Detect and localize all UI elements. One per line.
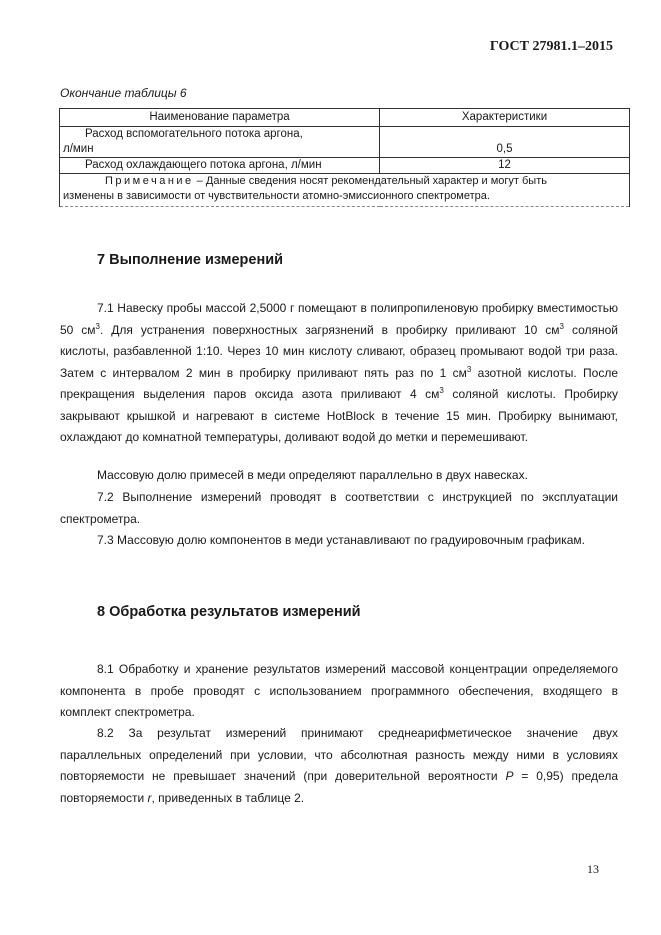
table-cell-value: 12	[380, 158, 630, 174]
header-parameter: Наименование параметра	[60, 109, 380, 127]
text-run: . Для устранения поверхностных загрязнений в пробирку приливают 10 см	[100, 322, 560, 337]
section-7-heading: 7 Выполнение измерений	[97, 252, 284, 268]
table-row	[60, 127, 630, 158]
superscript: 3	[559, 321, 564, 331]
section-8-heading: 8 Обработка результатов измерений	[97, 604, 361, 620]
table-header-row	[60, 109, 630, 127]
paragraph-7-1-b: Массовую долю примесей в меди определяют параллельно в двух навесках.	[97, 468, 528, 482]
paragraph-8-2	[60, 723, 618, 809]
param-line-2: л/мин	[63, 143, 94, 155]
param-line: Расход охлаждающего потока аргона, л/мин	[85, 159, 322, 171]
text-run: 7.1 Навеску пробы массой 2,5000 г помещают в полипропиленовую пробирку вместимостью 50 см	[60, 301, 618, 337]
header-characteristics: Характеристики	[380, 109, 630, 127]
note-text-1: – Данные сведения носят рекомендательный характер и могут быть	[196, 175, 547, 187]
paragraph-7-1	[60, 298, 618, 449]
text-run: соляной кислоты, разбавленной 1:10. Через 10 мин кислоту сливают, образец промывают водой три раза. Затем с интервалом 2 мин в пробирку приливают пять раз по 1 см	[60, 322, 618, 380]
table-cell-param	[60, 158, 380, 174]
text-run: = 0,95) предела повторяемости	[60, 769, 618, 805]
table-row	[60, 158, 630, 174]
table-note	[60, 174, 630, 207]
superscript: 3	[466, 364, 472, 374]
text-run: 8.2 За результат измерений принимают среднеарифметическое значение двух параллельных определений при условии, что абсолютная разность между ними в условиях повторяемости не превышает значений (при доверительной вероятности	[60, 726, 618, 783]
param-line-1: Расход вспомогательного потока аргона,	[85, 128, 303, 140]
text-run: азотной кислоты. После прекращения выделения паров оксида азота приливают 4 см	[60, 365, 618, 401]
page-number: 13	[587, 862, 599, 876]
table-note-row	[60, 174, 630, 207]
note-lead: Примечание	[105, 175, 194, 187]
variable-r: r	[147, 790, 152, 805]
paragraph-7-3: 7.3 Массовую долю компонентов в меди устанавливают по градуировочным графикам.	[97, 533, 585, 547]
parameters-table	[59, 108, 630, 207]
paragraph-7-2: 7.2 Выполнение измерений проводят в соответствии с инструкцией по эксплуатации спектрометра.	[60, 490, 618, 526]
superscript: 3	[439, 386, 444, 395]
text-run: соляной кислоты. Пробирку закрывают крышкой и нагревают в системе HotBlock в течение 15 мин. Пробирку вынимают, охлаждают до комнатной температуры, доливают водой до метки и перемешивают.	[60, 387, 618, 444]
table-caption: Окончание таблицы 6	[60, 86, 187, 100]
table-cell-value: 0,5	[380, 127, 630, 158]
table-cell-param	[60, 127, 380, 158]
paragraph-8-1: 8.1 Обработку и хранение результатов измерений массовой концентрации определяемого компонента в пробе проводят с использованием программного обеспечения, входящего в комплект спектрометра.	[60, 662, 618, 719]
superscript: 3	[95, 321, 100, 331]
note-text-2: изменены в зависимости от чувствительности атомно-эмиссионного спектрометра.	[63, 190, 490, 202]
text-run: , приведенных в таблице 2.	[151, 790, 305, 805]
document-number: ГОСТ 27981.1–2015	[489, 39, 613, 54]
variable-p: P	[505, 769, 514, 783]
